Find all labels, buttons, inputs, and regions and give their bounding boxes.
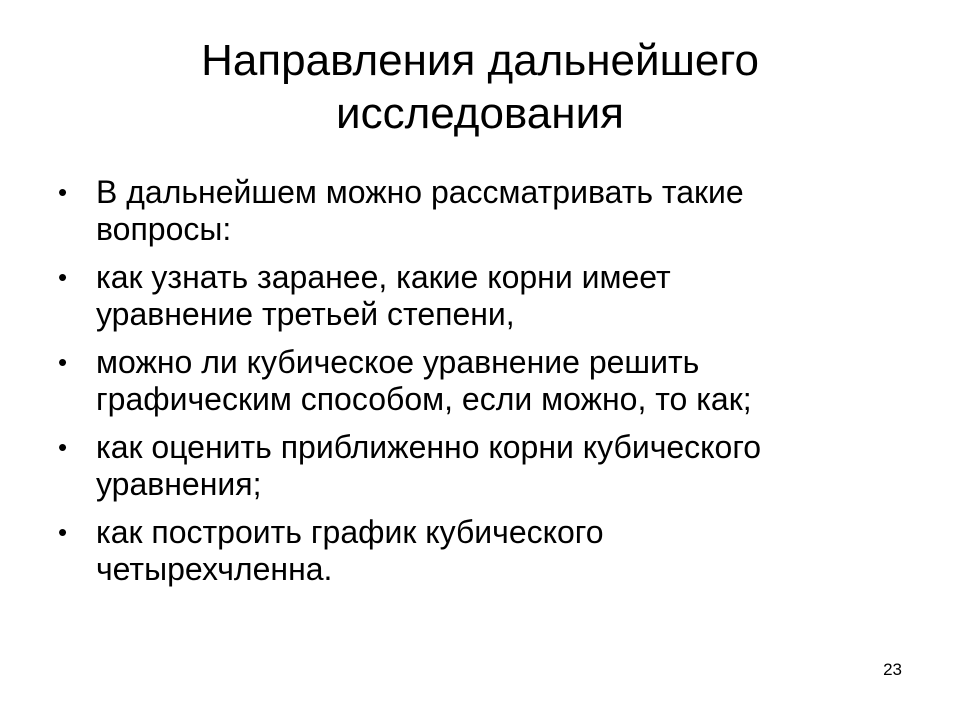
- slide-number: 23: [883, 660, 902, 679]
- bullet-item: [58, 174, 888, 248]
- bullet-line: как построить график кубического: [96, 514, 604, 550]
- bullet-line: четырехчленна.: [96, 551, 333, 587]
- slide-title-line-2: исследования: [336, 89, 624, 138]
- bullet-item: [58, 344, 888, 418]
- bullet-line: уравнение третьей степени,: [96, 296, 515, 332]
- bullet-line: можно ли кубическое уравнение решить: [96, 344, 700, 380]
- bullet-list: [58, 174, 888, 599]
- bullet-dot-icon: •: [58, 177, 68, 207]
- slide-title: [72, 34, 888, 140]
- bullet-item: [58, 429, 888, 503]
- bullet-dot-icon: •: [58, 517, 68, 547]
- bullet-dot-icon: •: [58, 262, 68, 292]
- bullet-item: [58, 514, 888, 588]
- bullet-dot-icon: •: [58, 432, 68, 462]
- bullet-dot-icon: •: [58, 347, 68, 377]
- bullet-line: как узнать заранее, какие корни имеет: [96, 259, 671, 295]
- bullet-line: вопросы:: [96, 211, 232, 247]
- slide-title-line-1: Направления дальнейшего: [201, 36, 759, 85]
- bullet-line: как оценить приближенно корни кубического: [96, 429, 762, 465]
- bullet-line: графическим способом, если можно, то как;: [96, 381, 752, 417]
- bullet-item: [58, 259, 888, 333]
- bullet-line: уравнения;: [96, 466, 262, 502]
- bullet-line: В дальнейшем можно рассматривать такие: [96, 174, 744, 210]
